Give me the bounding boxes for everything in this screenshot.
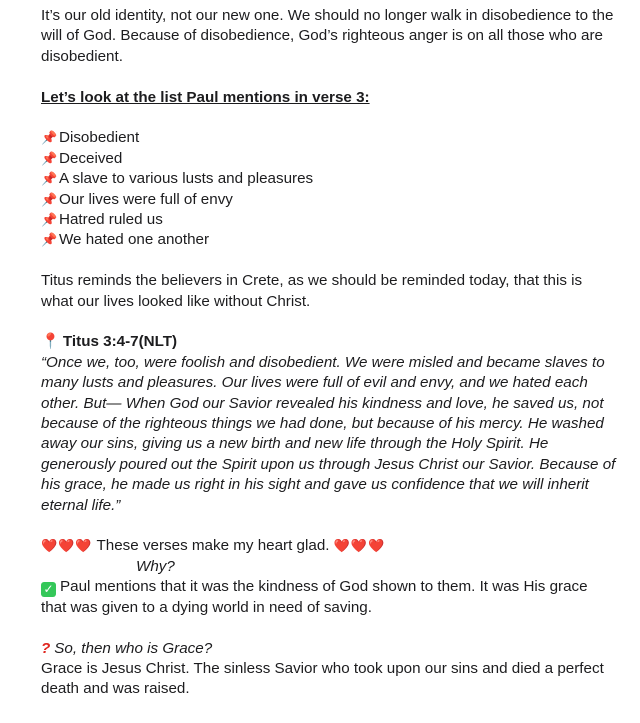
scripture-quote: “Once we, too, were foolish and disobedient. We were misled and became slaves to many lusts and pleasures. Our lives were full of evil and envy, and we hated each other. But— When God our Savior revealed his kindness and love, he saved us, not because of the righteous things we had done, but because of his mercy. He washed away our sins, giving us a new birth and new life through the Holy Spirit. He generously poured out the Spirit upon us through Jesus Christ our Savior. Because of his grace, he made us right in his sight and gave us confidence that we will inherit eternal life.” (41, 353, 616, 514)
pushpin-icon: 📌 (41, 212, 58, 228)
list-heading: Let’s look at the list Paul mentions in verse 3: (41, 88, 370, 106)
list-item (41, 190, 616, 210)
list-item (41, 149, 616, 169)
list-item-label: Disobedient (59, 129, 140, 147)
list-item-label: We hated one another (59, 231, 210, 249)
intro-paragraph: It’s our old identity, not our new one. We should no longer walk in disobedience to the will of God. Because of disobedience, God’s righteous anger is on all those who are disobedient. (41, 7, 614, 65)
spacer (41, 108, 616, 128)
answer-paragraph (41, 577, 616, 618)
closing-paragraph: Grace is Jesus Christ. The sinless Savior who took upon our sins and died a perfect death and was raised. (41, 659, 604, 698)
question-text: So, then who is Grace? (54, 639, 213, 657)
spacer (41, 312, 616, 332)
list-item (41, 128, 616, 148)
red-heart-icon: ❤️❤️❤️ (333, 538, 386, 554)
list-item (41, 210, 616, 230)
list-item-label: A slave to various lusts and pleasures (59, 170, 314, 188)
list-item-label: Our lives were full of envy (59, 190, 233, 208)
pushpin-icon: 📌 (41, 171, 58, 187)
heart-line-text: These verses make my heart glad. (96, 537, 330, 555)
spacer (41, 618, 616, 638)
spacer (41, 251, 616, 271)
answer-text: Paul mentions that it was the kindness of God shown to them. It was His grace that was given to a dying world in need of saving. (41, 578, 588, 616)
heart-line (41, 536, 616, 556)
pushpin-icon: 📌 (41, 150, 58, 166)
pushpin-icon: 📌 (41, 232, 58, 248)
list-item (41, 169, 616, 189)
spacer (41, 67, 616, 87)
round-pushpin-icon: 📍 (41, 333, 60, 351)
scripture-reference: Titus 3:4-7(NLT) (62, 333, 178, 351)
sin-list (41, 128, 616, 250)
list-item-label: Deceived (59, 149, 123, 167)
spacer (41, 516, 616, 536)
check-mark-icon: ✓ (41, 582, 56, 597)
why-question: Why? (136, 557, 175, 575)
red-heart-icon: ❤️❤️❤️ (41, 538, 93, 554)
list-item (41, 230, 616, 250)
pushpin-icon: 📌 (41, 130, 58, 146)
document-body (41, 6, 616, 700)
pushpin-icon: 📌 (41, 191, 58, 207)
list-item-label: Hatred ruled us (59, 211, 163, 229)
reminder-paragraph: Titus reminds the believers in Crete, as we should be reminded today, that this is what our lives looked like without Christ. (41, 272, 583, 310)
scripture-reference-line (41, 332, 616, 352)
question-mark-icon: ? (41, 639, 51, 657)
question-line (41, 639, 616, 659)
